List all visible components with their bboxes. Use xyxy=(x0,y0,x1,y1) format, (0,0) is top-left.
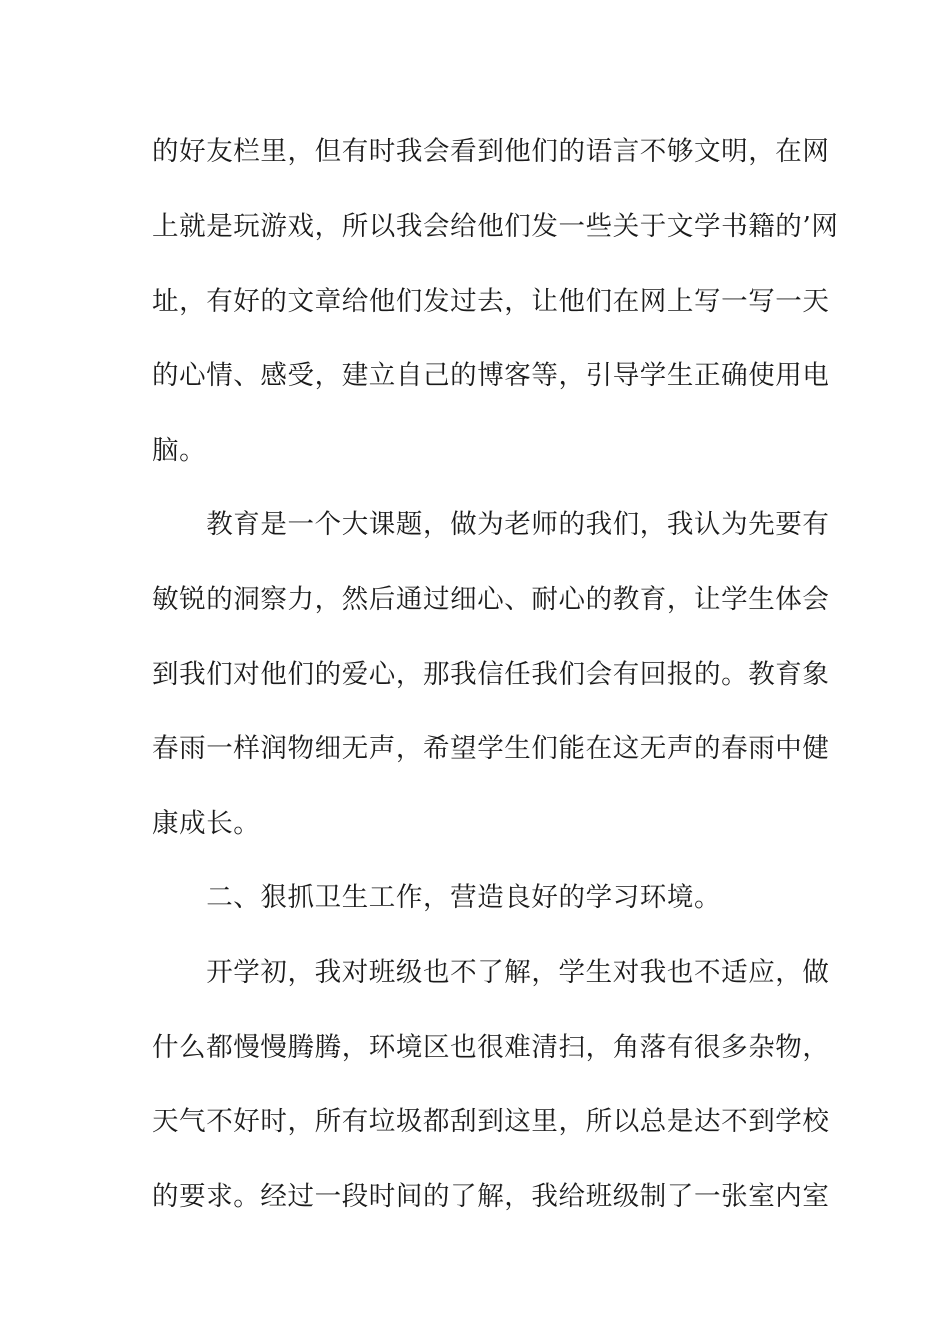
text-line: 的心情、感受，建立自己的博客等，引导学生正确使用电 xyxy=(152,360,830,391)
text-line: 什么都慢慢腾腾，环境区也很难清扫，角落有很多杂物， xyxy=(152,1032,830,1063)
text-line: 春雨一样润物细无声，希望学生们能在这无声的春雨中健 xyxy=(152,733,830,764)
text-line: 康成长。 xyxy=(152,808,261,839)
text-line: 开学初，我对班级也不了解，学生对我也不适应，做 xyxy=(152,957,830,988)
text-line: 天气不好时，所有垃圾都刮到这里，所以总是达不到学校 xyxy=(152,1106,830,1137)
text-line: 的要求。经过一段时间的了解，我给班级制了一张室内室 xyxy=(152,1181,830,1212)
text-line: 上就是玩游戏，所以我会给他们发一些关于文学书籍的’网 xyxy=(152,211,839,242)
text-line: 到我们对他们的爱心，那我信任我们会有回报的。教育象 xyxy=(152,659,830,690)
text-line: 址，有好的文章给他们发过去，让他们在网上写一写一天 xyxy=(152,286,830,317)
text-line: 教育是一个大课题，做为老师的我们，我认为先要有 xyxy=(152,509,830,540)
section-heading: 二、狠抓卫生工作，营造良好的学习环境。 xyxy=(152,882,722,913)
text-line: 的好友栏里，但有时我会看到他们的语言不够文明，在网 xyxy=(152,136,830,167)
text-line: 敏锐的洞察力，然后通过细心、耐心的教育，让学生体会 xyxy=(152,584,830,615)
text-line: 脑。 xyxy=(152,435,207,466)
